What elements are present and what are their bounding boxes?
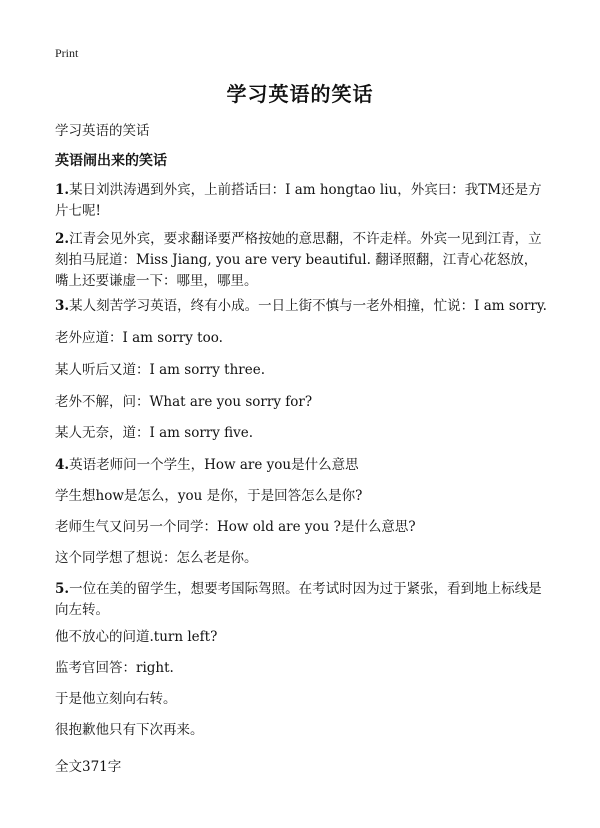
paragraph-3-line-5 [55,423,547,444]
paragraph-4-line-2 [55,486,547,507]
paragraph-text: 他不放心的问道.turn left? [55,629,218,645]
page-subtitle: 学习英语的笑话 [55,123,150,139]
paragraph-3 [55,296,547,317]
paragraph-3-line-3 [55,360,547,381]
paragraph-text: 某人刻苦学习英语，终有小成。一日上街不慎与一老外相撞，忙说：I am sorry. [69,298,547,314]
paragraph-text: 某日刘洪涛遇到外宾，上前搭话曰：I am hongtao liu，外宾曰：我TM还是方片七呢! [55,182,542,219]
paragraph-number: 5. [55,581,70,597]
paragraph-text: 某人听后又道：I am sorry three. [55,362,265,378]
paragraph-text: 江青会见外宾，要求翻译要严格按她的意思翻，不许走样。外宾一见到江青，立刻拍马屁道：Miss Jiang, you are very beautiful. 翻译照翻，江青心花怒放，嘴上还要谦虚一下：哪里，哪里。 [55,231,542,289]
paragraph-5-line-5 [55,720,547,741]
word-count: 全文371字 [55,759,122,775]
paragraph-number: 4. [55,457,70,473]
paragraph-text: 某人无奈，道：I am sorry five. [55,425,254,441]
paragraph-1 [55,180,547,222]
paragraph-5-line-2 [55,627,547,648]
paragraph-5-line-3 [55,658,547,679]
paragraph-4 [55,455,547,476]
paragraph-text: 学生想how是怎么，you 是你，于是回答怎么是你? [55,488,363,504]
paragraph-text: 监考官回答：right. [55,660,174,676]
paragraph-number: 1. [55,182,70,198]
paragraph-4-line-3 [55,517,547,538]
paragraph-3-line-2 [55,328,547,349]
paragraph-text: 老师生气又问另一个同学：How old are you ?是什么意思? [55,519,416,535]
print-link[interactable]: Print [55,46,79,60]
paragraph-number: 2. [55,231,70,247]
page-title: 学习英语的笑话 [226,82,374,106]
paragraph-text: 老外不解，问：What are you sorry for? [55,394,313,410]
section-heading: 英语闹出来的笑话 [55,153,167,169]
paragraph-text: 这个同学想了想说：怎么老是你。 [55,550,258,566]
paragraph-5 [55,579,547,621]
paragraph-text: 很抱歉他只有下次再来。 [55,722,204,738]
paragraph-4-line-4 [55,548,547,569]
paragraph-3-line-4 [55,392,547,413]
paragraph-text: 老外应道：I am sorry too. [55,330,223,346]
paragraph-5-line-4 [55,689,547,710]
paragraph-text: 英语老师问一个学生，How are you是什么意思 [69,457,359,473]
paragraph-2 [55,229,547,292]
paragraph-text: 一位在美的留学生，想要考国际驾照。在考试时因为过于紧张，看到地上标线是向左转。 [55,581,542,618]
paragraph-number: 3. [55,298,70,314]
paragraph-text: 于是他立刻向右转。 [55,691,177,707]
